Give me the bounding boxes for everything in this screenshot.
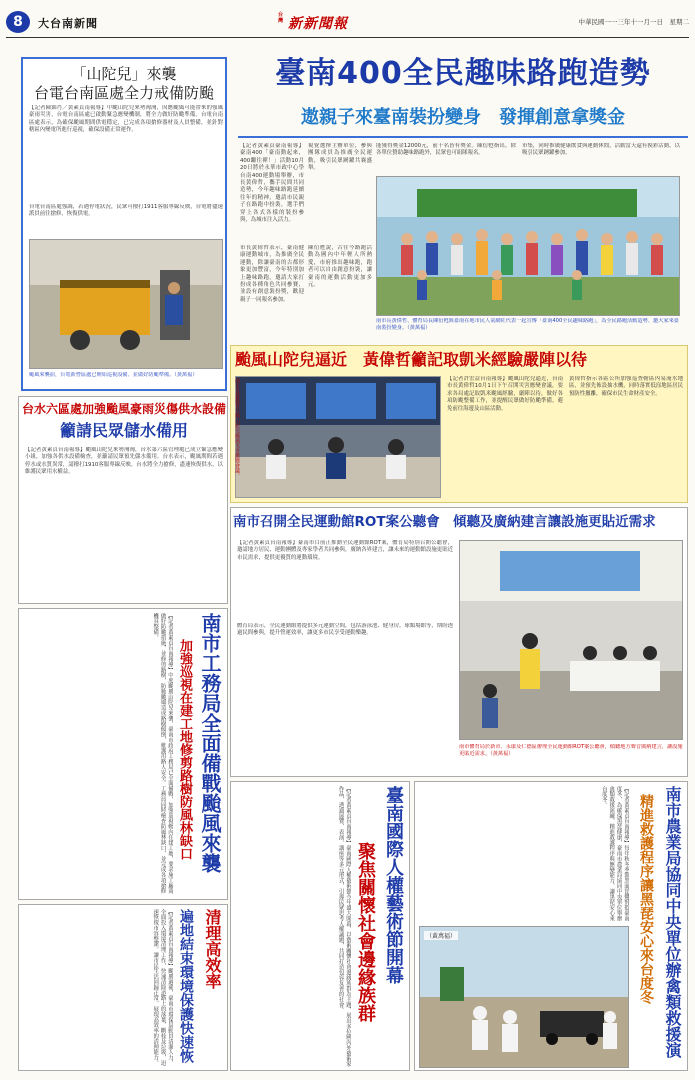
article-works-body: 【記者黃素貞台南報導】中度颱風山陀兒來襲，臺南市政府工務局已全面備戰，加強巡視轄內在建工地，要求施工廠商做好防颱措施，並修剪路樹，防範颱風造成路樹傾倒，維護用路人安全。工務局同時檢查防風林缺口，並完成各項搶修機具整備。	[152, 613, 173, 894]
article-art-body: 【記者黃素貞台南報導】臺南國際人權藝術節今年盛大開幕，以藝術關懷社會邊緣族群為主題，展出多位國內外藝術家作品，透過展覽、表演、講座等多元形式，引導民眾思考人權議題，共同打造包容友善的社會。	[337, 786, 351, 1067]
agri-photo-image	[420, 927, 629, 1068]
lead-subhead: 遨親子來臺南裝扮變身 發揮創意拿獎金	[301, 107, 625, 128]
article-typhoon-meeting-headline: 颱風山陀兒逼近 黃偉哲籲記取凱米經驗嚴陣以待	[235, 350, 588, 369]
article-water-body: 【記者黃素貞台南報導】颱風山陀兒來勢洶洶，台水第六區管理處已成立緊急應變小組，加強各供水設備檢查，並籲請民眾預先儲水備用。台水表示，颱風期間若遇停水或水質異常，請撥打1910客服專線反映。台水將全力搶修，盡速恢復供水，以維護民眾用水權益。	[25, 447, 223, 476]
lead-photo-image	[377, 177, 680, 316]
page-header	[6, 8, 689, 38]
rot-photo-image	[460, 541, 683, 740]
masthead-small: 台灣	[278, 12, 284, 24]
taipower-photo-image	[30, 240, 223, 369]
taipower-photo-caption: 颱風來襲前，台電新營區處已開始巡視設備、並做好防颱準備。（黃萬福）	[29, 372, 198, 378]
paper-name: 大台南新聞	[38, 17, 98, 30]
rot-photo	[459, 540, 683, 740]
article-works-headline-2: 加強巡視在建工地修剪路樹防風林缺口	[177, 639, 192, 860]
article-typhoon-meeting-body-2: 黃偉哲指示各區公所加強巡查轄區內易淹水地區，並預先佈設抽水機，同時落實低窪地區居民預防性撤離，確保市民生命財產安全。	[569, 376, 683, 397]
page-number-badge	[6, 11, 30, 33]
article-agri-headline-2: 精進救護程序讓黑琵安心來台度冬	[638, 794, 654, 1004]
lead-body-1: 【記者黃素貞臺南報導】臺南400「臺南動起來，400繼往禪！」活動10月20日將於永華市政中心學台南400運動場舉辦，市長黃偉哲，攜手民間共同造勢，今年趣味路跑延續往年的精神，邀請市民親子在路跑中扮裝，選手們穿上各式各樣的裝扮參與，為城市注入活力。	[240, 143, 304, 224]
date-line: 中華民國一一三年十一月一日 星期二	[578, 18, 689, 26]
masthead-title: 新新聞報	[288, 16, 348, 32]
lead-body-2: 市長黃偉哲表示，臺南健康運動城市，為推廣全民運動，除讓臺南的古都形象更加豐富，今年特別加上趣味路跑，邀請大家打扮成各種角色共同參賽，並設有創意裝扮獎，歡迎親子一同報名參加。	[240, 245, 304, 303]
article-works	[18, 608, 228, 900]
article-agri	[414, 781, 688, 1071]
page-number: 8	[13, 14, 23, 30]
article-clean	[18, 904, 228, 1071]
article-clean-headline-2: 遍地結束環境保護快速恢	[178, 909, 194, 1063]
taipower-photo	[29, 239, 223, 369]
masthead-logo	[278, 10, 398, 36]
article-art	[230, 781, 410, 1071]
article-typhoon-meeting-body: 【記者許宏益台南報導】颱風山陀兒逼近，台南市長黃偉哲10月1日下午召開災害應變會議，要求各局處記取凱米颱風經驗，嚴陣以待，做好各項防颱整備工作，並提醒民眾做好防颱準備，避免前往海邊及山區活動。	[447, 376, 563, 412]
lead-photo-caption: 南市長黃偉哲、體育局長陳衍甦與臺南在地市民人氣網紅代表一起宣傳「臺南400全民趣味路跑」，為全民路跑活動造勢、邀大家來臺南裝扮變身。（黃萬福）	[376, 318, 679, 331]
lead-body-3: 視覺選擇主辦單位，參與團隊成員為推廣全民運動，吸引民眾踴躍共襄盛舉。	[308, 143, 372, 172]
article-water-headline-2: 籲請民眾儲水備用	[59, 421, 188, 440]
article-taipower-headline-1: 「山陀兒」來襲	[71, 65, 177, 83]
meeting-photo	[235, 376, 441, 498]
article-clean-headline-1: 清理高效率	[203, 909, 222, 989]
article-rot	[230, 507, 688, 777]
article-rot-headline: 南市召開全民運動館ROT案公聽會 傾聽及廣納建言讓設施更貼近需求	[233, 514, 656, 530]
lead-body-4: 陳衍甦說，古往今路跑活動為國內中年輕人所熱愛，市府推出趣味跑，跑者可以自由創意扮裝，讓臺南的運動活動更加多元。	[308, 245, 372, 289]
lead-photo	[376, 176, 680, 316]
article-clean-body: 【記者黃素貞台南報導】颱風過後，臺南市環保局動員清潔人力，全面投入環境清理工作，快速清除道路上的落葉、斷枝及垃圾，迅速恢復市容整潔，讓市民生活回歸正常，展現高效率的清理能力。	[152, 909, 173, 1066]
article-taipower-body: 【記者陳錦肖／黃素貞南報導】中颱山陀兒來勢洶洶，因應颱風可能帶來的強風豪雨災害，台電台南區處已啟動緊急應變機制，將全力做好防颱準備。台電台南區處表示，為確保颱風期間供電穩定，已完成各項搶修器材及人員整備，並針對轄區內變電所進行巡視，確保設備正常運作。	[29, 105, 223, 134]
article-works-headline-1: 南市工務局全面備戰颱風來襲	[198, 613, 222, 873]
article-agri-headline-1: 南市農業局協同中央單位辦禽類救援演	[663, 786, 682, 1058]
meeting-photo-caption: 南市長黃偉哲召開山陀兒颱風災害應變會議。	[234, 378, 240, 478]
agri-photo	[419, 926, 629, 1068]
lead-body-5: 能獲得獎金12000元，前十名皆有獎金。陳衍甦指出，除各單位贊助趣味路跑外，民眾也可組隊報名。	[376, 143, 516, 157]
article-rot-body-2: 體育局表示，全民運動館將提供多元運動空間，包括游泳池、健身房、球類場館等，期盼透過民間參與，提升營運效率，讓更多市民享受運動樂趣。	[237, 623, 453, 637]
article-art-headline-1: 臺南國際人權藝術節開幕	[383, 786, 404, 984]
agri-photo-credit: （黃萬福）	[426, 933, 457, 940]
article-agri-body: 【記者黃素貞台南報導】每年秋冬季節黑面琵鷺飛抵臺南度冬，為確保黑琵健康，臺南市農業局協同中央單位舉辦禽類救援演練，精進救護程序與應變能力，讓黑琵安心來台度冬。	[600, 786, 629, 921]
rot-photo-caption: 南市體育局於新市、永康及仁德區辦理全民運動館ROT案公聽會，傾聽地方聲音廣納建言，讓設施更貼近需求。（黃萬福）	[459, 744, 683, 757]
article-water	[18, 396, 228, 604]
lead-body-6: 市集，同時推廣健康飲食與運動休閒，活動當天還有摸彩活動，以吸引民眾踴躍參加。	[522, 143, 680, 157]
article-taipower-headline-2: 台電台南區處全力戒備防颱	[33, 84, 214, 102]
article-water-headline-1: 台水六區處加強颱風豪雨災傷供水設備	[21, 402, 226, 416]
article-taipower	[21, 57, 227, 391]
lead-headline: 臺南400全民趣味路跑造勢	[275, 56, 651, 91]
article-rot-body: 【記者黃素貞台南報導】臺南市目前正推動全民運動館ROT案，體育局特別召開公聽會，邀請地方居民、運動團體及專家學者共同參與，廣納各界建言，讓未來的運動館設施更貼近市民需求，提供更優質的運動環境。	[237, 540, 453, 561]
article-taipower-body-2: 台電台南區處強調，若遇停電狀況，民眾可撥打1911客服專線反映，台電將儘速派員前往搶修，恢復供電。	[29, 204, 223, 218]
article-typhoon-meeting	[230, 345, 688, 503]
meeting-photo-image	[236, 377, 441, 498]
article-art-headline-2: 聚焦關懷社會邊緣族群	[355, 842, 376, 1022]
lead-subhead-rule	[238, 136, 688, 138]
